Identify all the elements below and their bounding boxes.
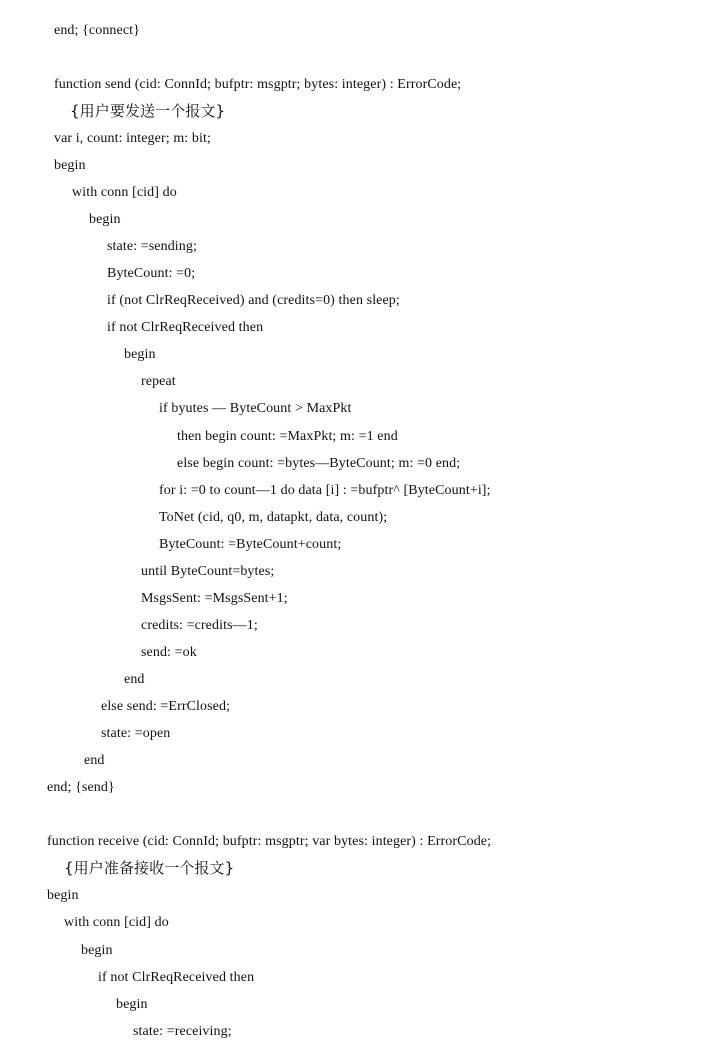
code-line: begin [116, 997, 148, 1012]
code-line: with conn [cid] do [64, 915, 169, 930]
code-line: else begin count: =bytes—ByteCount; m: =0 end; [177, 456, 461, 471]
code-line: var i, count: integer; m: bit; [54, 131, 211, 146]
code-line: then begin count: =MaxPkt; m: =1 end [177, 429, 398, 444]
code-line: credits: =credits—1; [141, 618, 258, 633]
code-line: else send: =ErrClosed; [101, 699, 231, 714]
code-line: begin [47, 888, 79, 903]
code-line: end; {connect} [54, 23, 140, 38]
code-line: end [84, 753, 105, 768]
code-line: ByteCount: =ByteCount+count; [159, 537, 342, 552]
code-line: MsgsSent: =MsgsSent+1; [141, 591, 288, 606]
code-line: begin [89, 212, 121, 227]
code-comment: {用户要发送一个报文} [70, 102, 226, 120]
code-line: ByteCount: =0; [107, 266, 196, 281]
code-line: until ByteCount=bytes; [141, 564, 275, 579]
code-line: function receive (cid: ConnId; bufptr: msgptr; var bytes: integer) : ErrorCode; [47, 834, 492, 849]
code-line: end [124, 672, 145, 687]
code-line: if byutes — ByteCount > MaxPkt [159, 401, 352, 416]
code-line: repeat [141, 374, 176, 389]
code-line: with conn [cid] do [72, 185, 177, 200]
code-line: if (not ClrReqReceived) and (credits=0) then sleep; [107, 293, 400, 308]
code-line: ToNet (cid, q0, m, datapkt, data, count); [159, 510, 388, 525]
code-line: function send (cid: ConnId; bufptr: msgptr; bytes: integer) : ErrorCode; [54, 77, 462, 92]
code-line: begin [54, 158, 86, 173]
code-line: state: =open [101, 726, 171, 741]
code-line: if not ClrReqReceived then [107, 320, 264, 335]
code-line: begin [124, 347, 156, 362]
code-line: begin [81, 943, 113, 958]
code-line: end; {send} [47, 780, 115, 795]
code-line: for i: =0 to count—1 do data [i] : =bufptr^ [ByteCount+i]; [159, 483, 491, 498]
code-line: if not ClrReqReceived then [98, 970, 255, 985]
code-line: send: =ok [141, 645, 197, 660]
code-line: state: =sending; [107, 239, 197, 254]
code-line: state: =receiving; [133, 1024, 232, 1039]
code-comment: {用户准备接收一个报文} [64, 859, 235, 877]
